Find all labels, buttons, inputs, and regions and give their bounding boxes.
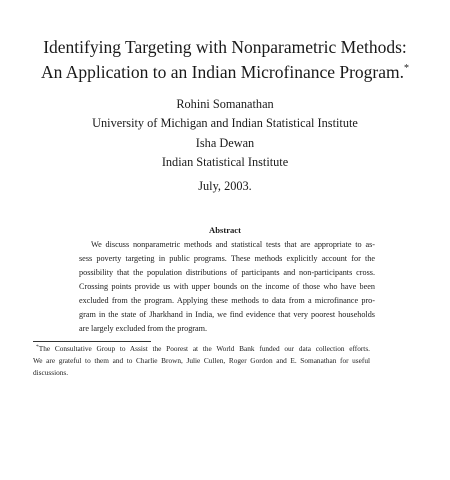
author-affiliation-1: University of Michigan and Indian Statistical Institute	[92, 116, 358, 130]
footnote-line-text: The Consultative Group to Assist the Poorest at the World Bank funded our data collection efforts.	[38, 344, 370, 353]
paper-title-line-2	[0, 64, 450, 82]
abstract-line: are largely excluded from the program.	[79, 324, 208, 333]
abstract-line: possibility that the population distributions of participants and non-participants cross.	[79, 268, 375, 277]
abstract-line: Crossing points provide us with upper bounds on the income of those who have been	[79, 282, 375, 291]
title-footnote-mark: *	[404, 63, 410, 74]
abstract-heading: Abstract	[209, 225, 241, 235]
footnote-rule	[33, 341, 151, 342]
abstract-line: excluded from the program. Applying these methods to data from a microfinance pro-	[79, 296, 375, 305]
abstract-line: We discuss nonparametric methods and statistical tests that are appropriate to as-	[91, 240, 375, 249]
paper-title-line-1: Identifying Targeting with Nonparametric Methods:	[43, 37, 407, 57]
paper-date: July, 2003.	[198, 179, 252, 193]
footnote-line: We are grateful to them and to Charlie Brown, Julie Cullen, Roger Gordon and E. Somanathan for useful	[33, 356, 370, 365]
footnote-mark: *	[36, 344, 39, 350]
paper-title-line-2-text: An Application to an Indian Microfinance Program.	[40, 62, 405, 82]
author-affiliation-2: Indian Statistical Institute	[161, 155, 289, 169]
author-name-2: Isha Dewan	[195, 136, 255, 150]
footnote-line: discussions.	[33, 368, 69, 377]
footnote-line	[36, 345, 370, 352]
abstract-line: sess poverty targeting in public programs. These methods explicitly account for the	[79, 254, 375, 263]
abstract-line: gram in the state of Jharkhand in India, we find evidence that very poorest households	[79, 310, 375, 319]
author-name-1: Rohini Somanathan	[176, 97, 274, 111]
